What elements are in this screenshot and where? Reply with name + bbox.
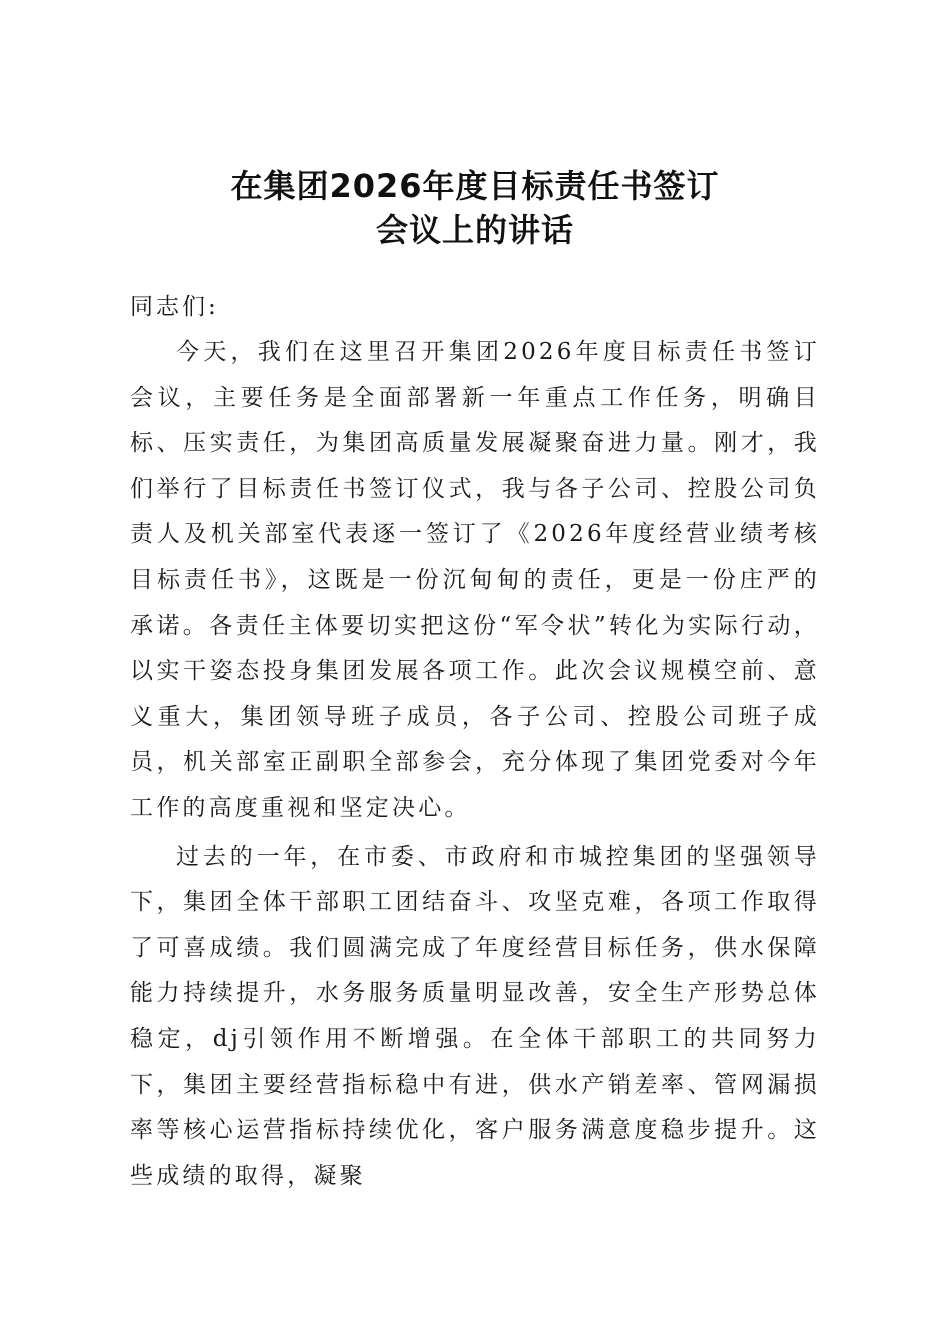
paragraph-1: 今天，我们在这里召开集团2026年度目标责任书签订会议，主要任务是全面部署新一年重点工作任务，明确目标、压实责任，为集团高质量发展凝聚奋进力量。刚才，我们举行了目标责任书签订仪式，我与各子公司、控股公司负责人及机关部室代表逐一签订了《2026年度经营业绩考核目标责任书》，这既是一份沉甸甸的责任，更是一份庄严的承诺。各责任主体要切实把这份“军令状”转化为实际行动，以实干姿态投身集团发展各项工作。此次会议规模空前、意义重大，集团领导班子成员，各子公司、控股公司班子成员，机关部室正副职全部参会，充分体现了集团党委对今年工作的高度重视和坚定决心。: [130, 339, 820, 821]
paragraph-2: 过去的一年，在市委、市政府和市城控集团的坚强领导下，集团全体干部职工团结奋斗、攻坚克难，各项工作取得了可喜成绩。我们圆满完成了年度经营目标任务，供水保障能力持续提升，水务服务质量明显改善，安全生产形势总体稳定，dj引领作用不断增强。在全体干部职工的共同努力下，集团主要经营指标稳中有进，供水产销差率、管网漏损率等核心运营指标持续优化，客户服务满意度稳步提升。这些成绩的取得，凝聚: [130, 843, 820, 1189]
salutation: 同志们:: [130, 294, 219, 320]
speech-title: [0, 164, 950, 252]
title-line-2: 会议上的讲话: [375, 211, 574, 249]
title-line-1: 在集团2026年度目标责任书签订: [230, 167, 720, 205]
speech-body: [130, 284, 820, 1202]
